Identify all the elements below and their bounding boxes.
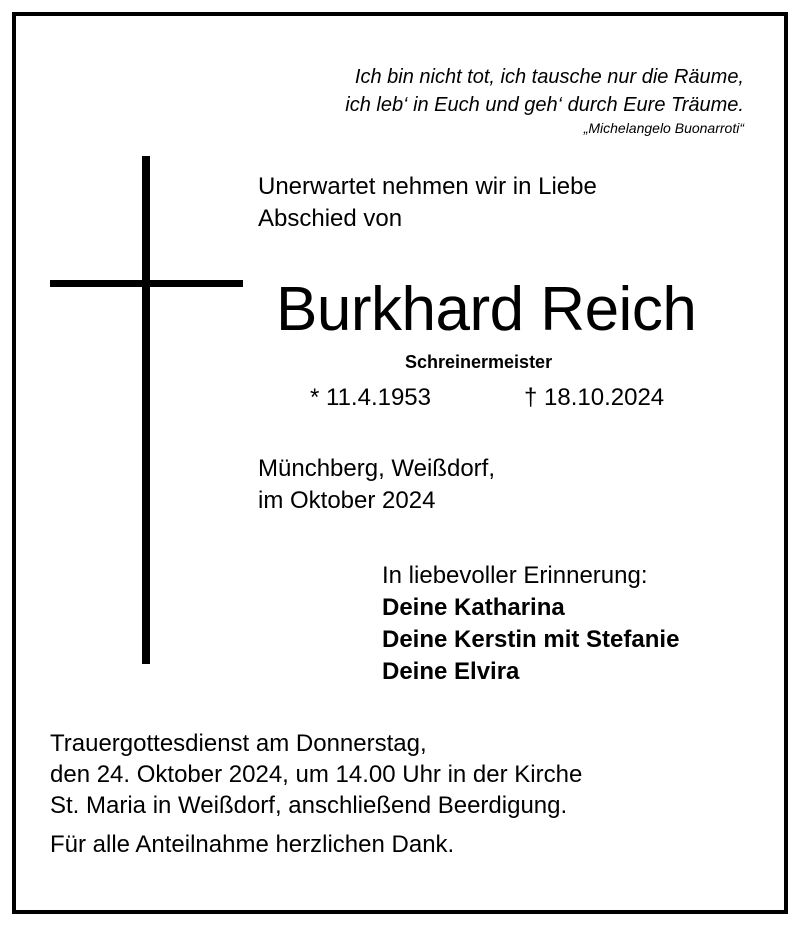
funeral-line-1: Trauergottesdienst am Donnerstag, — [50, 730, 427, 757]
memory-block — [382, 560, 679, 688]
deceased-profession: Schreinermeister — [405, 352, 553, 372]
quote-line-2: ich leb‘ in Euch und geh‘ durch Eure Träume. — [345, 94, 744, 116]
signer-name: Deine Kerstin mit Stefanie — [382, 626, 680, 653]
thanks-text: Für alle Anteilnahme herzlichen Dank. — [50, 831, 455, 858]
cross-icon-bar — [50, 280, 243, 287]
cross-icon — [142, 156, 150, 664]
signer-name: Deine Elvira — [382, 658, 520, 685]
intro-line-2: Abschied von — [258, 205, 403, 232]
intro-line-1: Unerwartet nehmen wir in Liebe — [258, 173, 597, 200]
place-date — [258, 453, 495, 517]
place-line-2: im Oktober 2024 — [258, 487, 436, 514]
funeral-line-3: St. Maria in Weißdorf, anschließend Beerdigung. — [50, 792, 568, 819]
quote — [345, 63, 744, 137]
deceased-name: Burkhard Reich — [276, 275, 697, 344]
quote-author: „Michelangelo Buonarroti“ — [583, 120, 744, 136]
birth-date: * 11.4.1953 — [310, 384, 431, 411]
funeral-info — [50, 728, 582, 821]
intro-text — [258, 171, 597, 235]
quote-line-1: Ich bin nicht tot, ich tausche nur die Räume, — [354, 66, 744, 88]
death-date: † 18.10.2024 — [524, 384, 665, 411]
place-line-1: Münchberg, Weißdorf, — [258, 455, 495, 482]
signer-name: Deine Katharina — [382, 594, 565, 621]
memory-heading: In liebevoller Erinnerung: — [382, 562, 648, 589]
funeral-line-2: den 24. Oktober 2024, um 14.00 Uhr in der Kirche — [50, 761, 583, 788]
